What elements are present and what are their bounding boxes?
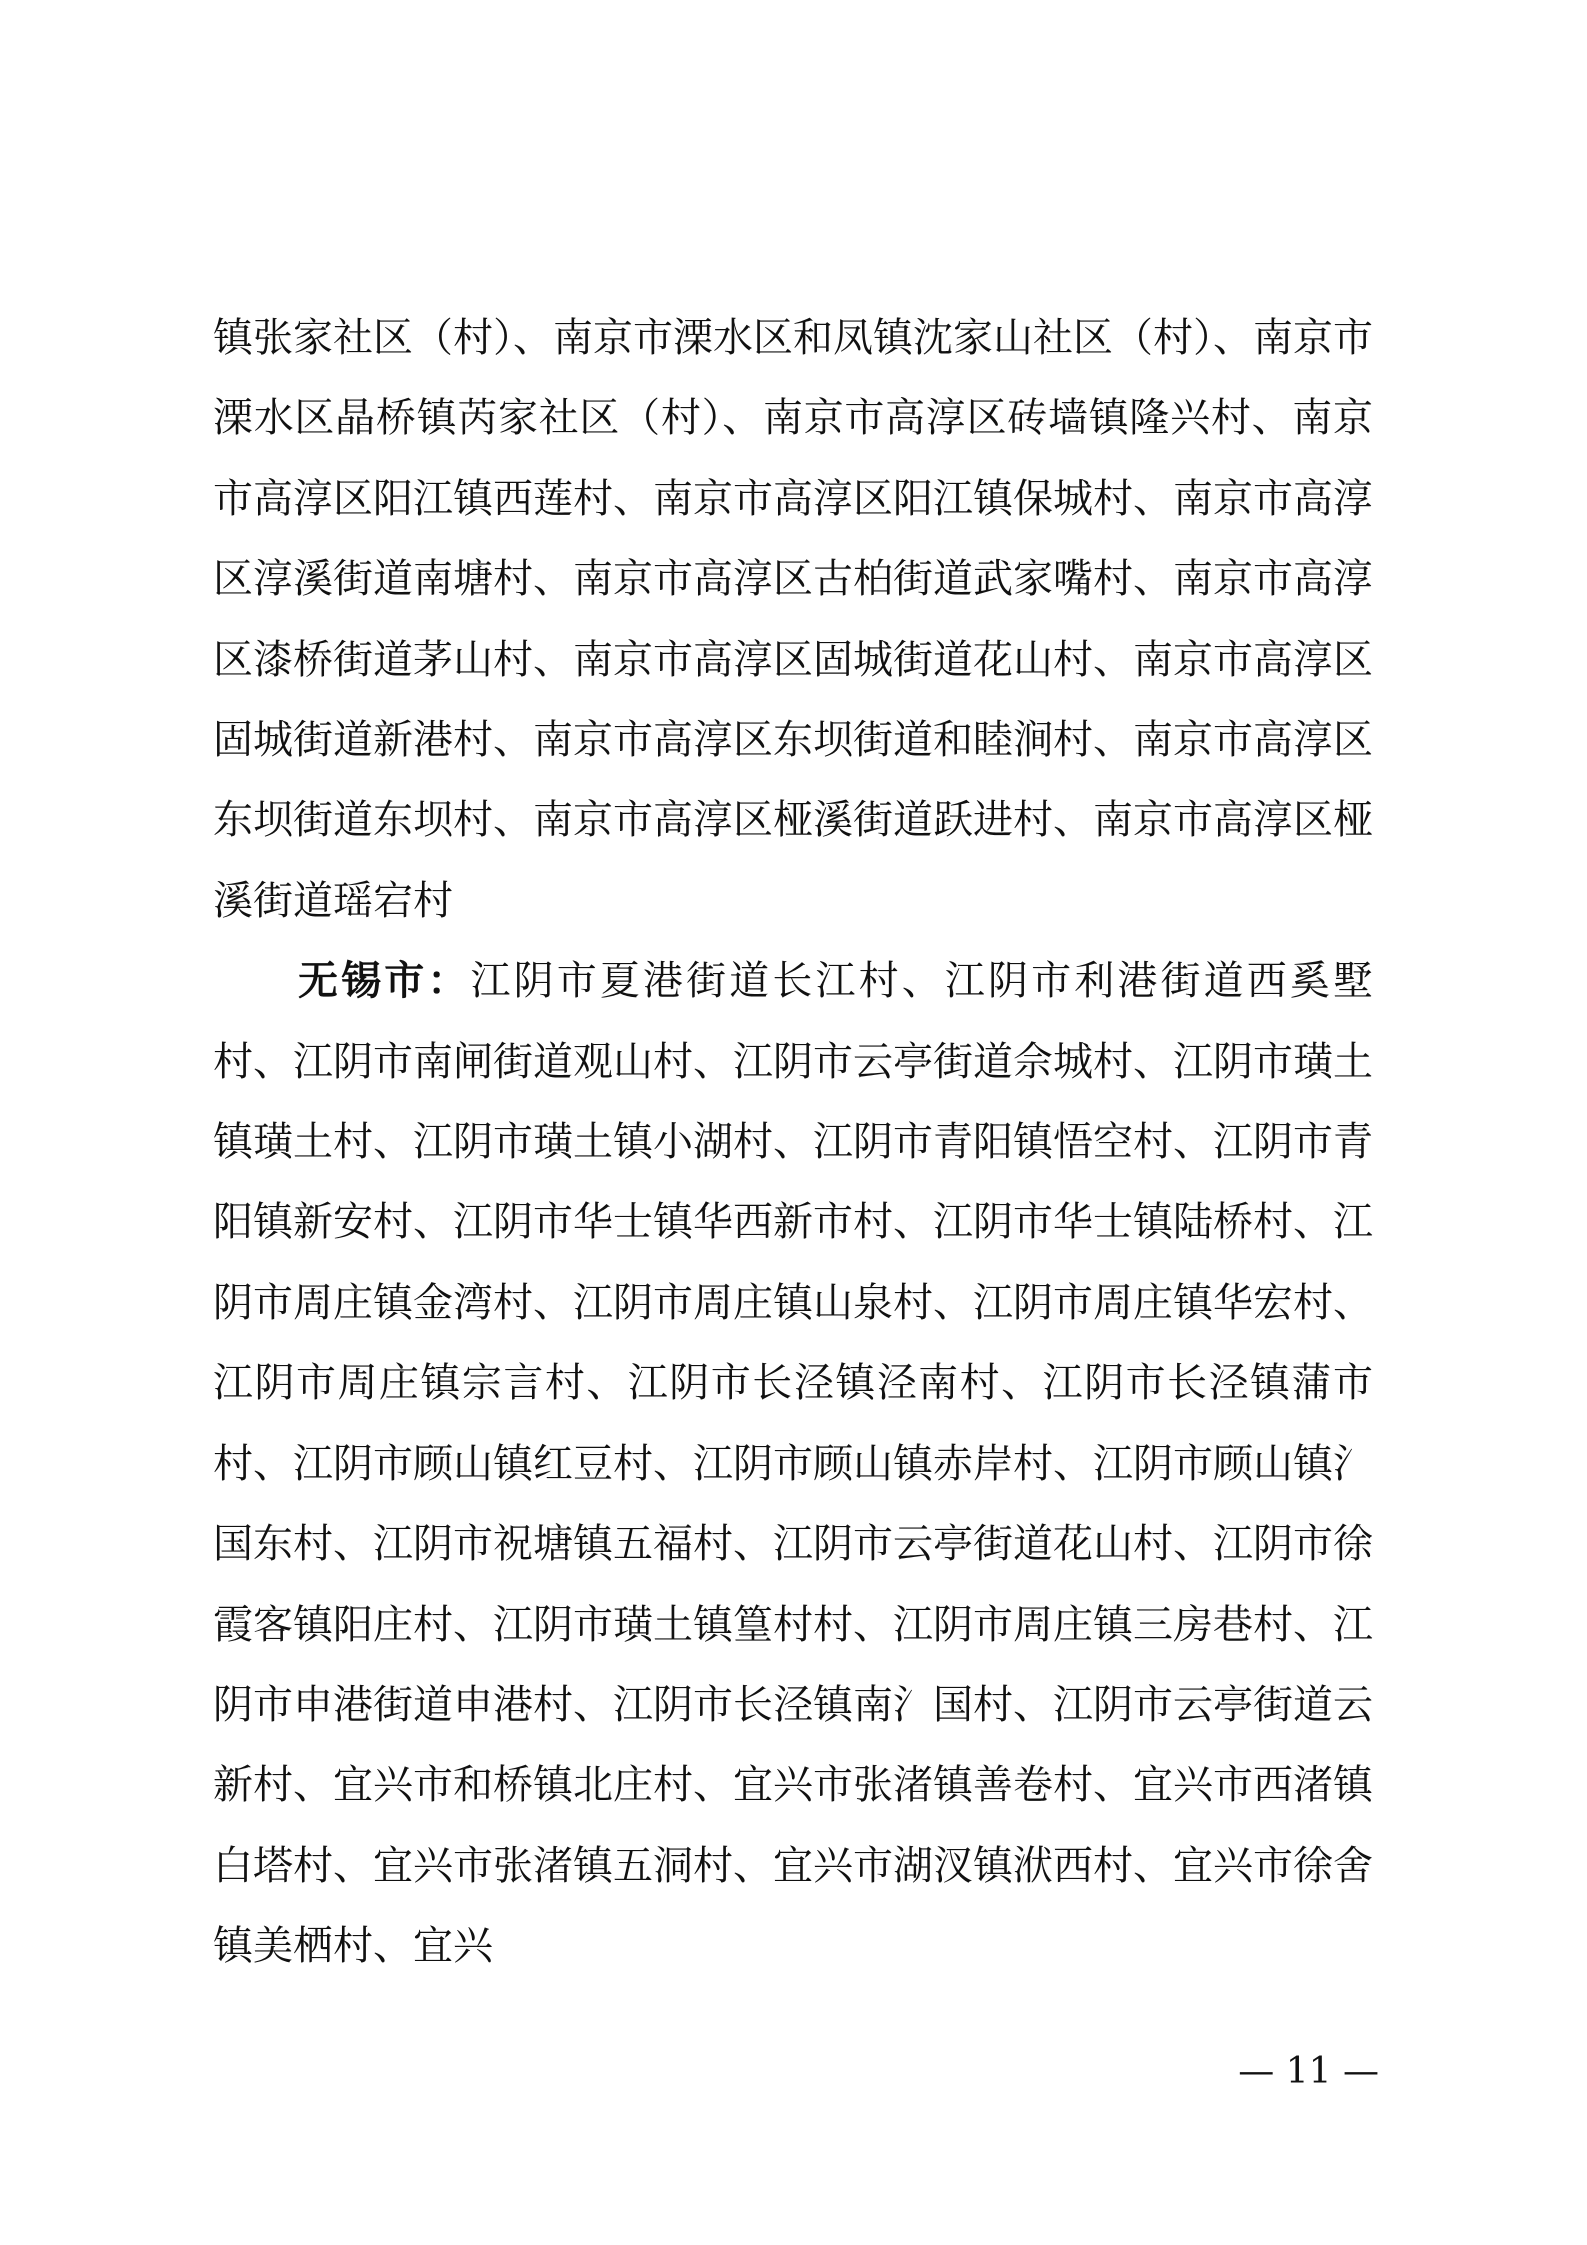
paragraph-wuxi: [213, 941, 1373, 1986]
body-text: [213, 298, 1373, 1987]
page-number: — 11 —: [1238, 2051, 1379, 2092]
section-label-wuxi: 无锡市：: [298, 958, 471, 1005]
paragraph-nanjing-continued: 镇张家社区（村）、南京市溧水区和凤镇沈家山社区（村）、南京市溧水区晶桥镇芮家社区（村）、南京市高淳区砖墙镇隆兴村、南京市高淳区阳江镇西莲村、南京市高淳区阳江镇保城村、南京市高淳区淳溪街道南塘村、南京市高淳区古柏街道武家嘴村、南京市高淳区漆桥街道茅山村、南京市高淳区固城街道花山村、南京市高淳区固城街道新港村、南京市高淳区东坝街道和睦涧村、南京市高淳区东坝街道东坝村、南京市高淳区桠溪街道跃进村、南京市高淳区桠溪街道瑶宕村: [213, 315, 1373, 924]
paragraph-wuxi-text: 江阴市夏港街道长江村、江阴市利港街道西奚墅村、江阴市南闸街道观山村、江阴市云亭街道佘城村、江阴市璜土镇璜土村、江阴市璜土镇小湖村、江阴市青阳镇悟空村、江阴市青阳镇新安村、江阴市华士镇华西新市村、江阴市华士镇陆桥村、江阴市周庄镇金湾村、江阴市周庄镇山泉村、江阴市周庄镇华宏村、江阴市周庄镇宗言村、江阴市长泾镇泾南村、江阴市长泾镇蒲市村、江阴市顾山镇红豆村、江阴市顾山镇赤岸村、江阴市顾山镇氵国东村、江阴市祝塘镇五福村、江阴市云亭街道花山村、江阴市徐霞客镇阳庄村、江阴市璜土镇篁村村、江阴市周庄镇三房巷村、江阴市申港街道申港村、江阴市长泾镇南氵国村、江阴市云亭街道云新村、宜兴市和桥镇北庄村、宜兴市张渚镇善卷村、宜兴市西渚镇白塔村、宜兴市张渚镇五洞村、宜兴市湖汊镇洑西村、宜兴市徐舍镇美栖村、宜兴: [213, 958, 1373, 1970]
